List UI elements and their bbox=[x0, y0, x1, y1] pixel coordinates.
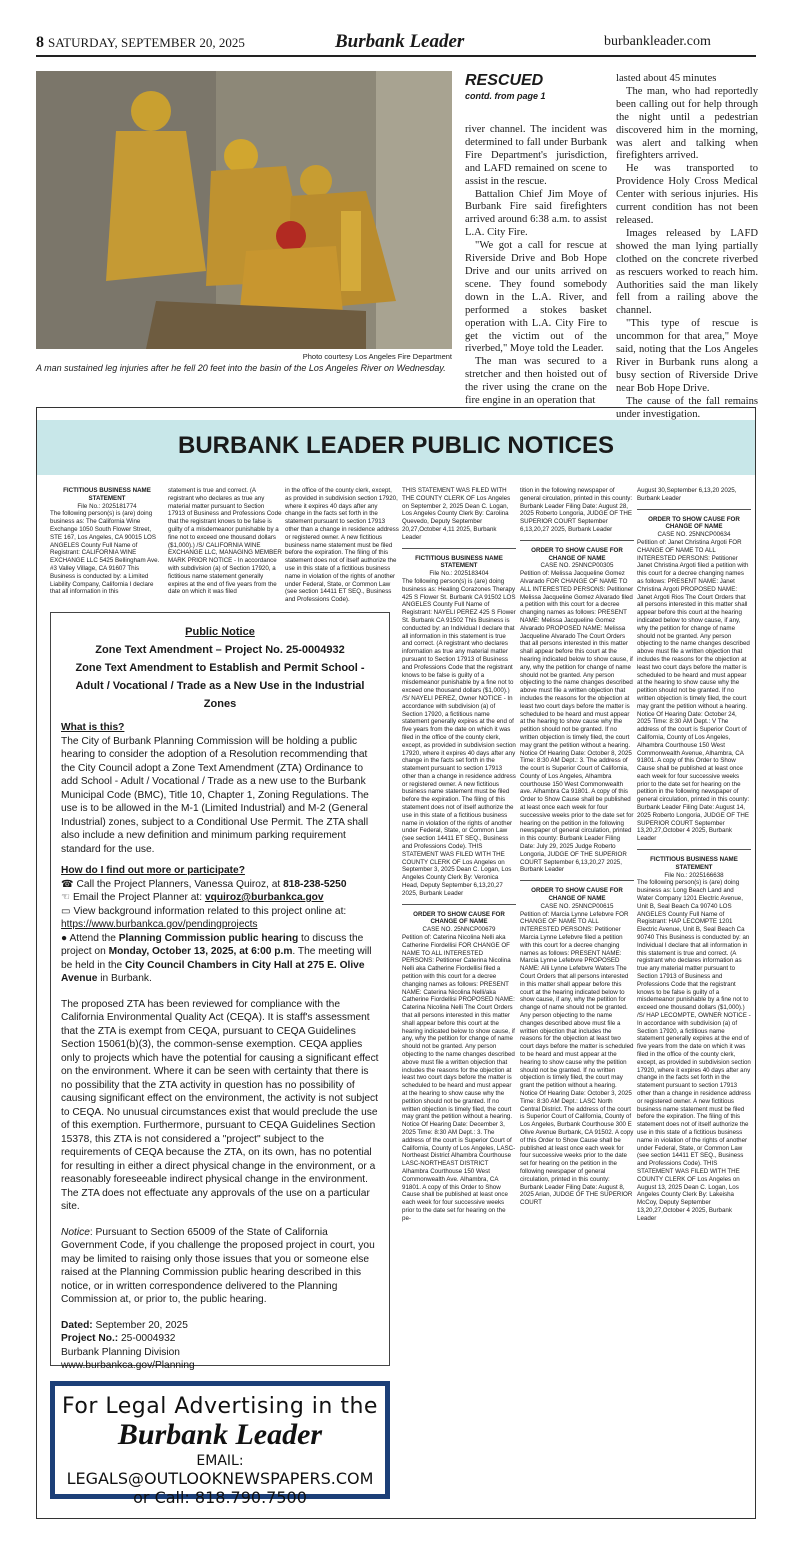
notice-case-number: CASE NO. 25NNCP00615 bbox=[540, 902, 614, 910]
ad-paper-name: Burbank Leader bbox=[117, 1418, 323, 1451]
notice-title: FICTITIOUS BUSINESS NAME STATEMENT bbox=[650, 856, 738, 871]
attend-text: in Burbank. bbox=[100, 973, 152, 984]
notice-body: Petition of: Melissa Jacqueline Gomez Alvarado FOR CHANGE OF NAME TO ALL INTERESTED PERSONS: Petitioner Melissa Jacqueline Gomez Alvarado filed a petition with this court for a decree changing names as follows: PRESENT NAME: Melissa Jacqueline Gomez Alvarado PROPOSED NAME: Melissa Jacqueline Alvarado The Court Orders that all persons interested in this matter shall appear before this court at the hearing indicated below to show cause, if any, why the petition for change of name should not be granted. Any person objecting to the name changes described above must file a written objection that includes the reasons for the objection at least two court days before the matter is scheduled to be heard and must appear at the hearing to show cause why the petition should not be granted. If no written objection is timely filed, the court may grant the petition without a hearing. Notice Of Hearing Date: October 8, 2025 Time: 8:30 AM Dept.: 3. The address of the court is Superior Court of California, County of Los Angeles, Alhambra courthouse 150 West Commonwealth ave. Alhambra Ca 91801. A copy of this Order to Show Cause shall be published at least once each week for four successive weeks prior to the date set for hearing on the petition in the following newspaper of general circulation, printed in this county: Burbank Leader Filing Date: July 29, 2025 Judge Roberto Longoria, JUDGE OF THE SUPERIOR COURT September 6,13,20,27 2025, Burbank Leader bbox=[520, 570, 634, 874]
planning-website[interactable]: www.burbankca.gov/Planning bbox=[61, 1360, 195, 1371]
call-line bbox=[61, 878, 379, 892]
phone-number[interactable]: 818-238-5250 bbox=[283, 878, 347, 890]
view-line bbox=[61, 905, 379, 932]
notice-body: The following person(s) is (are) doing business as: The California Wine Exchange 1050 South Flower Street, STE 167, Los Angeles, CA 90015 LOS ANGELES County Full Name of Registrant: CALIFORNIA WINE EXCHANGE LLC 5425 Bellingham Ave. #3 Valley Village, CA 91607 This Business is conducted by: a Limited Liability Company, California I declare that all information in this bbox=[50, 510, 160, 596]
issue-date: SATURDAY, SEPTEMBER 20, 2025 bbox=[48, 35, 245, 50]
story-paragraph: He was transported to Providence Holy Cross Medical Center with serious injuries. His current condition has not been released. bbox=[616, 163, 758, 226]
book-icon: ▭ bbox=[61, 905, 71, 917]
story-continued-label: contd. from page 1 bbox=[465, 91, 546, 101]
page-header-left bbox=[36, 34, 245, 52]
email-text: Email the Project Planner at: bbox=[72, 892, 203, 903]
attend-text: to discuss the project on bbox=[61, 932, 364, 957]
notice-separator bbox=[637, 849, 751, 850]
notice-body: statement is true and correct. (A registrant who declares as true any material matter pursuant to Section 17913 of Business and Professions Code that the registrant knows to be false is guilty of a misdemeanor punishable by a fine not to exceed one thousand dollars ($1,000).) /S/ CALIFORNIA WINE EXCHANGE LLC, MANAGING MEMBER MARK PRIOR NOTICE - In accordance with subdivision (a) of Section 17920, a fictitious name statement generally expires at the end of five years from the date on which it was filed bbox=[168, 487, 282, 596]
story-paragraph: "We got a call for rescue at Riverside Drive and Bob Hope Drive and our units arrived on scene. They found somebody down in the L.A. River, and performed a stokes basket operation with L.A. City Fire to get the victim out of the riverbed," Moye told the Leader. bbox=[465, 240, 607, 355]
notice-case-number: CASE NO. 25NNCP00679 bbox=[422, 926, 496, 934]
notice-column-6 bbox=[637, 487, 751, 1223]
notice-column-3 bbox=[285, 487, 399, 604]
notice-body: The following person(s) is (are) doing business as: Long Beach Land and Water Company 1201 Electric Avenue, Unit B, Seal Beach Ca 90740 LOS ANGELES County Full Name of Registrant: HAP LECOMPTE 1201 Electric Avenue, Unit B, Seal Beach Ca 90740 This Business is conducted by: an Individual I declare that all information in this statement is true and correct. (A registrant who declares information as true any material matter pursuant to Section 17913 of Business and Professions Code that the registrant knows to be false is guilty of a misdemeanor punishable by a fine not to exceed one thousand dollars ($1,000).) /S/ HAP LECOMPTE, OWNER NOTICE - In accordance with subdivision (a) of Section 17920, a fictitious name statement generally expires at the end of five years from the date on which it was filed in the office of the county clerk, except, as provided in subdivision section 17920, where it expires 40 days after any change in the facts set forth in the statement pursuant to section 17913 other than a change in residence address or registered owner. A new fictitious business name statement must be filed before the expiration. The filing of this statement does not of itself authorize the use in this state of a fictitious business name in violation of the rights of another under Federal, State, or Common Law (see section 14411 ET SEQ., Business and Professions Code). THIS STATEMENT WAS FILED WITH THE COUNTY CLERK OF Los Angeles on August 13, 2025 Dean C. Logan, Los Angeles County Clerk By: Lakeisha McCoy, Deputy September 13,20,27,October 4 2025, Burbank Leader bbox=[637, 879, 751, 1222]
rescue-photo bbox=[36, 71, 452, 349]
notice-separator bbox=[402, 904, 516, 905]
notice-column-1 bbox=[50, 487, 164, 596]
hearing-date: Monday, October 13, 2025, at 6:00 p.m bbox=[108, 946, 293, 957]
speaker-icon: ● bbox=[61, 932, 68, 944]
notice-title: ORDER TO SHOW CAUSE FOR CHANGE OF NAME bbox=[413, 910, 505, 926]
notices-title: BURBANK LEADER PUBLIC NOTICES bbox=[177, 432, 614, 459]
notice-file-number: File No.: 2025166638 bbox=[664, 871, 724, 879]
photo-caption: A man sustained leg injuries after he fell 20 feet into the basin of the Los Angeles River on Wednesday. bbox=[36, 363, 446, 373]
project-line bbox=[61, 1332, 379, 1346]
notice-column-4 bbox=[402, 487, 516, 1223]
notice-separator bbox=[520, 880, 634, 881]
story-column-1 bbox=[465, 124, 607, 408]
ad-line1: For Legal Advertising in the bbox=[62, 1394, 378, 1419]
rescue-photo-illustration bbox=[36, 71, 452, 349]
story-paragraph: Images released by LAFD showed the man lying partially clothed on the concrete riverbed as rescuers worked to reach him. Authorities said the man likely fell from a railing above the channel. bbox=[616, 227, 758, 317]
ad-phone[interactable]: or Call: 818.790.7500 bbox=[133, 1488, 307, 1507]
story-paragraph: river channel. The incident was determined to fall under Burbank Fire Department's jurisdiction, and LAFD remained on scene to assist in the rescue. bbox=[465, 124, 607, 187]
header-rule bbox=[36, 55, 756, 57]
project-value: 25-0004932 bbox=[121, 1333, 176, 1344]
notice-body: tition in the following newspaper of general circulation, printed in this county: Burbank Leader Filing Date: August 28, 2025 Roberto Longoria, JUDGE OF THE SUPERIOR COURT September 6,13,20,27 2025, Burbank Leader bbox=[520, 487, 633, 533]
attend-text: Attend the bbox=[69, 932, 116, 944]
notice-file-number: File No.: 2025183404 bbox=[429, 570, 489, 578]
notice-separator bbox=[520, 540, 634, 541]
notice-body: THIS STATEMENT WAS FILED WITH THE COUNTY CLERK OF Los Angeles on September 2, 2025 Dean C. Logan, Los Angeles County Clerk By: Carolina Quevedo, Deputy September 20,27,October 4,11 2025, Burbank Leader bbox=[402, 487, 511, 541]
notice-label: Notice bbox=[61, 1226, 90, 1238]
website: burbankleader.com bbox=[604, 34, 711, 49]
story-headline: RESCUED bbox=[465, 72, 544, 89]
story-paragraph: The man was secured to a stretcher and then hoisted out of the river using the crane on the fire engine in an operation that bbox=[465, 356, 607, 407]
project-label: Project No.: bbox=[61, 1333, 119, 1344]
notice-separator bbox=[637, 509, 751, 510]
dated-line bbox=[61, 1319, 379, 1333]
notice-title: ORDER TO SHOW CAUSE FOR CHANGE OF NAME bbox=[531, 546, 623, 562]
attend-text: . The meeting will be held in the bbox=[61, 946, 372, 971]
email-link[interactable]: vquiroz@burbankca.gov bbox=[204, 892, 324, 903]
notice-body: Petition of: Marcia Lynne Lefebvre FOR CHANGE OF NAME TO ALL INTERESTED PERSONS: Petitioner Marcia Lynne Lefebvre filed a petition with this court for a decree changing names as follows: PRESENT NAME: Marcia Lynne Lefebvre PROPOSED NAME: Alli Lynne Lefebvre Waters The Court Orders that all persons interested in this matter shall appear before this court at the hearing indicated below to show cause, if any, why the petition for change of name should not be granted. Any person objecting to the name changes described above must file a written objection that includes the reasons for the objection at least two court days before the matter is scheduled to be heard and must appear at the hearing to show cause why the petition should not be granted. If no written objection is timely filed, the court may grant the petition without a hearing. Notice Of Hearing Date: October 3, 2025 Time: 8:30 AM Dept.: LASC North Central District. The address of the court is Superior Court of California, County of Los Angeles, Burbank Courthouse 300 E Olive Avenue Burbank, CA 91502. A copy of this Order to Show Cause shall be published at least once each week for four successive weeks prior to the date set for hearing on the petition in the following newspaper of general circulation, printed in this county: Burbank Leader Filing Date: August 8, 2025 Arian, JUDGE OF THE SUPERIOR COURT bbox=[520, 910, 634, 1207]
public-notice-line1: Zone Text Amendment – Project No. 25-0004932 bbox=[95, 644, 345, 656]
notice-body: Petition of: Janet Christina Argoti FOR CHANGE OF NAME TO ALL INTERESTED PERSONS: Petitioner Janet Christina Argoti filed a petition with this court for a decree changing names as follows: PRESENT NAME: Janet Christina Argoti PROPOSED NAME: Janet Argoti Rios The Court Orders that all persons interested in this matter shall appear before this court at the hearing indicated below to show cause, if any, why the petition for change of name should not be granted. Any person objecting to the name changes described above must file a written objection that includes the reasons for the objection at least two court days before the matter is scheduled to be heard and must appear at the hearing to show cause why the petition should not be granted. If no written objection is timely filed, the court may grant the petition without a hearing. Notice Of Hearing Date: October 24, 2025 Time: 8:30 AM Dept.: V The address of the court is Superior Court of California, County of Los Angeles, Alhambra Courthouse 150 West Commonwealth Avenue, Alhambra, CA 91801. A copy of this Order to Show Cause shall be published at least once each week for four successive weeks prior to the date set for hearing on the petition in the following newspaper of general circulation, printed in this county: Burbank Leader Filing Date: August 14, 2025 Roberto Longoria, JUDGE OF THE SUPERIOR COURT September 13,20,27,October 4 2025, Burbank Leader bbox=[637, 538, 750, 843]
ad-email-label: EMAIL: bbox=[196, 1453, 244, 1469]
notice-title: ORDER TO SHOW CAUSE FOR CHANGE OF NAME bbox=[531, 887, 623, 903]
how-heading: How do I find out more or participate? bbox=[61, 865, 245, 876]
notice-body: August 30,September 6,13,20 2025, Burbank Leader bbox=[637, 487, 737, 502]
public-notice-line2: Zone Text Amendment to Establish and Permit School - Adult / Vocational / Trade as a New Use in the Industrial Zones bbox=[75, 662, 365, 710]
story-paragraph: lasted about 45 minutes bbox=[616, 73, 717, 84]
masthead-title: Burbank Leader bbox=[335, 31, 465, 52]
public-notice-heading: Public Notice bbox=[185, 626, 255, 638]
project-link[interactable]: https://www.burbankca.gov/pendingprojects bbox=[61, 919, 258, 930]
attend-bold: Planning Commission public hearing bbox=[118, 932, 299, 944]
phone-icon: ☎ bbox=[61, 878, 74, 890]
notice-title: ORDER TO SHOW CAUSE FOR CHANGE OF NAME bbox=[648, 515, 740, 531]
dated-value: September 20, 2025 bbox=[95, 1319, 188, 1331]
notice-file-number: File No.: 2025181774 bbox=[77, 502, 137, 510]
notice-body: in the office of the county clerk, except, as provided in subdivision section 17920, where it expires 40 days after any change in the facts set forth in the statement pursuant to section 17913 other than a change in residence address or registered owner. A new fictitious business name statement must be filed before the expiration. The filing of this statement does not of itself authorize the use in this state of a fictitious business name in violation of the rights of another under Federal, State, or Common Law (see section 14411 ET SEQ., Business and Professions Code). bbox=[285, 487, 399, 604]
notice-case-number: CASE NO. 25NNCP00305 bbox=[540, 562, 614, 570]
division: Burbank Planning Division bbox=[61, 1346, 180, 1358]
attend-line bbox=[61, 932, 379, 986]
call-text: Call the Project Planners, Vanessa Quiroz, at bbox=[76, 878, 281, 890]
page-number: 8 bbox=[36, 34, 44, 51]
notice-title: FICTITIOUS BUSINESS NAME STATEMENT bbox=[415, 554, 503, 570]
notice-text: : Pursuant to Section 65009 of the State of California Government Code, if you challenge the proposed project in court, you may be limited to raising only those issues that you or someone else raised at the Planning Commission public hearing described in this notice, or in written correspondence delivered to the Planning Commission at, or prior to, the public hearing. bbox=[61, 1226, 375, 1305]
dated-label: Dated: bbox=[61, 1319, 93, 1331]
story-paragraph: The cause of the fall remains under investigation. bbox=[616, 395, 758, 420]
legal-advertising-ad bbox=[50, 1381, 390, 1507]
email-line bbox=[61, 891, 379, 905]
view-text: View background information related to this project online at: bbox=[73, 905, 347, 917]
ad-email[interactable]: LEGALS@OUTLOOKNEWSPAPERS.COM bbox=[66, 1469, 374, 1488]
notice-column-2 bbox=[168, 487, 282, 596]
what-heading: What is this? bbox=[61, 722, 125, 733]
story-paragraph: "This type of rescue is uncommon for that area," Moye said, noting that the Los Angeles River in Burbank runs along a busy section of Riverside Drive near Bob Hope Drive. bbox=[616, 318, 758, 394]
story-column-2 bbox=[616, 73, 758, 421]
notice-paragraph bbox=[61, 1226, 379, 1307]
notice-separator bbox=[402, 548, 516, 549]
notice-column-5 bbox=[520, 487, 634, 1207]
ceqa-body: The proposed ZTA has been reviewed for compliance with the California Environmental Quality Act (CEQA). It is staff's assessment that the ZTA is exempt from CEQA, pursuant to CEQA Guidelines Section 15061(b)(3), the common-sense exemption. CEQA applies only to projects which have the potential for causing a significant effect on the environment. Where it can be seen with certainty that there is no possibility that the ZTA activity in question has no possibility of causing significant effect on the environment, the activity is not subject to CEQA. No unusual circumstances exist that would preclude the use of this exemption. Furthermore, pursuant to CEQA Guidelines Section 15378, this ZTA is not considered a "project" subject to the requirements of CEQA because the ZTA, on its own, has no potential for resulting in either a direct physical change in the environment, or a reasonably foreseeable indirect physical change in the environment. The ZTA does not effectuate any approvals of the use on a particular site. bbox=[61, 998, 379, 1212]
story-paragraph: The man, who had reportedly been calling out for help through the night until a pedestrian discovered him in the morning, was alert and talking when firefighters arrived. bbox=[616, 85, 758, 162]
public-notice-box bbox=[50, 612, 390, 1371]
story-paragraph: Battalion Chief Jim Moye of Burbank Fire said firefighters arrived around 6:38 a.m. to assist L.A. City Fire. bbox=[465, 188, 607, 239]
photo-credit: Photo courtesy Los Angeles Fire Department bbox=[302, 352, 452, 361]
notice-case-number: CASE NO. 25NNCP00634 bbox=[657, 531, 731, 539]
notice-body: Petition of: Caterina Nicolina Nelli aka Catherine Fiordellisi FOR CHANGE OF NAME TO ALL INTERESTED PERSONS: Petitioner Caterina Nicolina Nelli aka Catherine Fiordellisi filed a petition with this court for a decree changing names as follows: PRESENT NAME: Caterina Nicolina Nelli/aka Catherine Fiordellisi PROPOSED NAME: Caterina Nicolina Nelli The Court Orders that all persons interested in this matter shall appear before this court at the hearing indicated below to show cause, if any, why the petition for change of name should not be granted. Any person objecting to the name changes described above must file a written objection that includes the reasons for the objection at least two court days before the matter is scheduled to be heard and must appear at the hearing to show cause why the petition should not be granted. If no written objection is timely filed, the court may grant the petition without a hearing. Notice Of Hearing Date: December 3, 2025 Time: 8:30 AM Dept.: 3. The address of the court is Superior Court of California, County of Los Angeles, LASC-Northeast District Alhambra Courthouse LASC-NORTHEAST DISTRICT Alhambra Courthouse 150 West Commonwealth Ave. Alhambra, CA 91801. A copy of this Order to Show Cause shall be published at least once each week for four successive weeks prior to the date set for hearing on the pe- bbox=[402, 934, 516, 1222]
what-body: The City of Burbank Planning Commission will be holding a public hearing to consider the adoption of a Resolution recommending that the City Council adopt a Zone Text Amendment (ZTA) Ordinance to add School - Adult / Vocational / Trade as a new use to the Burbank Municipal Code (BMC), Title 10, Chapter 1, Zoning Regulations. The use is to be allowed in the M-1 (Limited Industrial) and M-2 (General Industrial) zones, subject to a Conditional Use Permit. The ZTA shall also include a new definition and minimum parking requirement standard for the use. bbox=[61, 735, 369, 855]
notice-title: FICTITIOUS BUSINESS NAME STATEMENT bbox=[63, 487, 151, 502]
pointer-icon: ☜ bbox=[61, 892, 71, 903]
notice-body: The following person(s) is (are) doing business as: Healing Corazones Therapy 425 S Flower St. Burbank CA 91502 LOS ANGELES County Full Name of Registrant: NAYELI PEREZ 425 S Flower St. Burbank CA 91502 This Business is conducted by: an Individual I declare that all information in this statement is true and correct. (A registrant who declares information as true any material matter pursuant to Section 17913 of Business and Professions Code that the registrant knows to be false is guilty of a misdemeanor punishable by a fine not to exceed one thousand dollars ($1,000).) /S/ NAYELI PEREZ, Owner NOTICE - In accordance with subdivision (a) of Section 17920, a fictitious name statement generally expires at the end of five years from the date on which it was filed in the office of the county clerk, except, as provided in subdivision section 17920, where it expires 40 days after any change in the facts set forth in the statement pursuant to section 17913 other than a change in residence address or registered owner. A new fictitious business name statement must be filed before the expiration. The filing of this statement does not of itself authorize the use in this state of a fictitious business name in violation of the rights of another under Federal, State, or Common Law (see section 14411 ET SEQ., Business and Professions Code). THIS STATEMENT WAS FILED WITH THE COUNTY CLERK OF Los Angeles on September 3, 2025 Dean C. Logan, Los Angeles County Clerk By: Veronica Head, Deputy September 6,13,20,27 2025, Burbank Leader bbox=[402, 577, 516, 897]
hearing-place: City Council Chambers in City Hall at 275 E. Olive Avenue bbox=[61, 959, 365, 984]
